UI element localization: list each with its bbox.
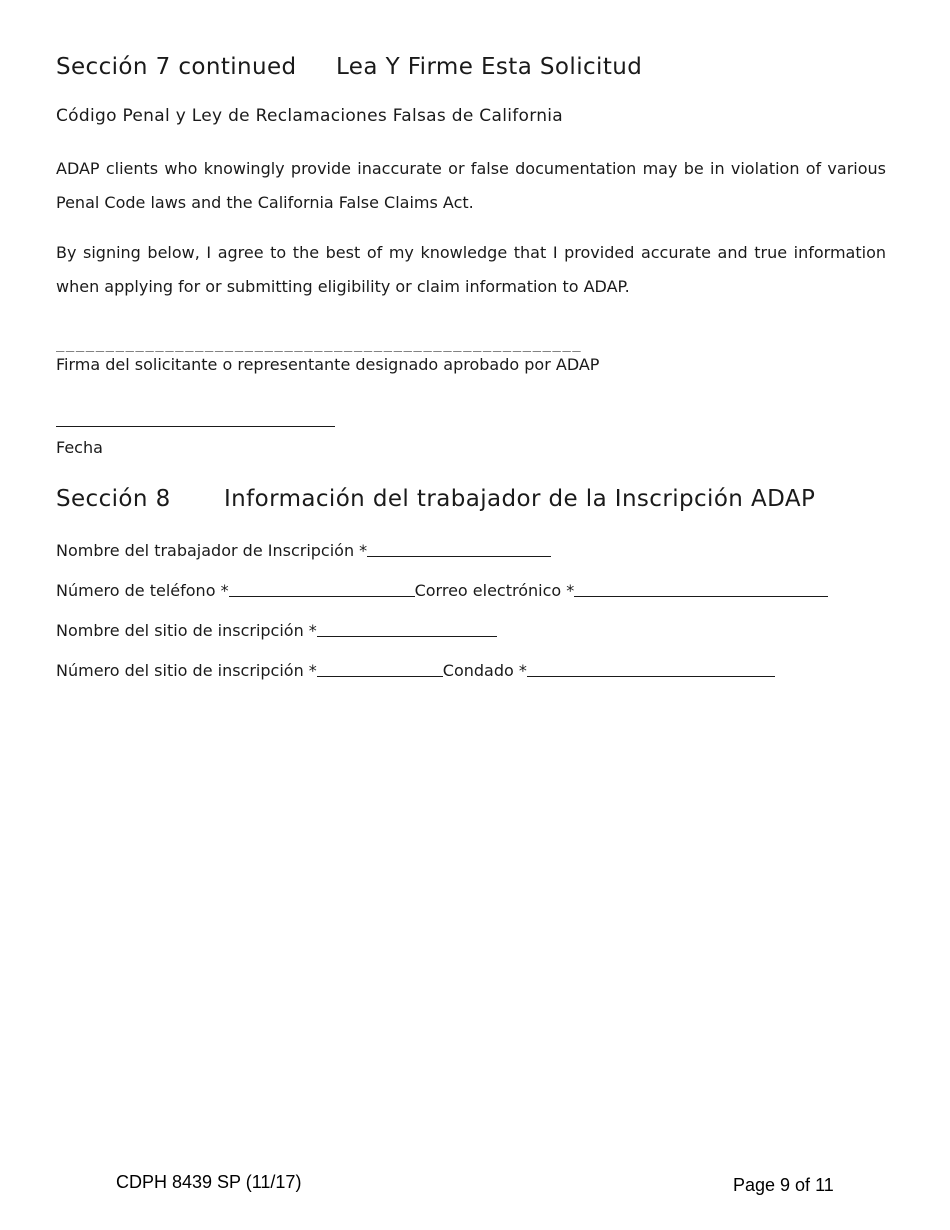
section-7-subtitle: Código Penal y Ley de Reclamaciones Falsas de California: [56, 106, 564, 126]
section-7-title: Lea Y Firme Esta Solicitud: [336, 54, 643, 80]
page-number: Page 9 of 11: [733, 1175, 834, 1195]
county-label: Condado *: [442, 661, 527, 680]
section-7-number: Sección 7 continued: [56, 54, 297, 80]
date-label: Fecha: [56, 438, 103, 457]
form-id: CDPH 8439 SP (11/17): [116, 1172, 302, 1192]
email-label: Correo electrónico *: [414, 581, 575, 600]
email-input[interactable]: [574, 580, 828, 597]
worker-name-label: Nombre del trabajador de Inscripción *: [56, 541, 368, 560]
site-name-label: Nombre del sitio de inscripción *: [56, 621, 317, 640]
disclaimer-paragraph: ADAP clients who knowingly provide inaccurate or false documentation may be in violation of various Penal Code laws and the California False Claims Act.: [56, 159, 886, 212]
date-field[interactable]: [56, 426, 335, 427]
signature-field[interactable]: _____________________________________________________: [56, 336, 583, 352]
phone-input[interactable]: [229, 580, 415, 597]
worker-name-input[interactable]: [367, 540, 551, 557]
site-name-input[interactable]: [317, 620, 497, 637]
site-number-county-row: [56, 660, 775, 680]
agreement-paragraph: By signing below, I agree to the best of my knowledge that I provided accurate and true information when applying for or submitting eligibility or claim information to ADAP.: [56, 243, 886, 296]
site-number-label: Número del sitio de inscripción *: [56, 661, 317, 680]
section-8-number: Sección 8: [56, 486, 171, 512]
phone-label: Número de teléfono *: [56, 581, 229, 600]
section-8-title: Información del trabajador de la Inscripción ADAP: [224, 486, 816, 512]
site-name-row: [56, 620, 497, 640]
site-number-input[interactable]: [317, 660, 443, 677]
worker-name-row: [56, 540, 551, 560]
county-input[interactable]: [527, 660, 775, 677]
signature-label: Firma del solicitante o representante designado aprobado por ADAP: [56, 355, 600, 374]
phone-email-row: [56, 580, 828, 600]
